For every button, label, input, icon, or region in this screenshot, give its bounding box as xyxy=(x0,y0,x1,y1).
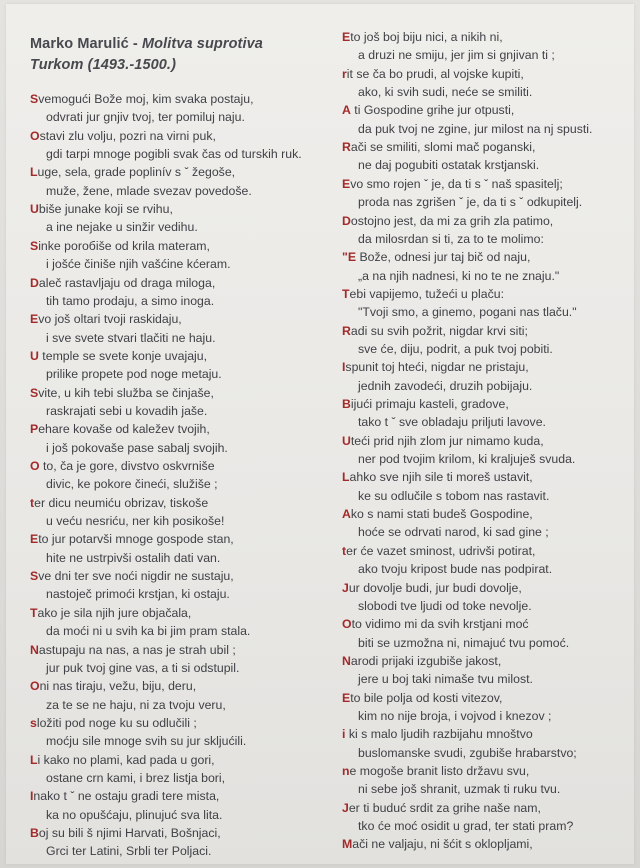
verse-initial: T xyxy=(30,605,38,620)
verse-line xyxy=(30,641,236,659)
verse-line xyxy=(30,751,215,769)
verse-initial: O xyxy=(342,617,352,632)
verse-line xyxy=(342,413,546,431)
verse-text: da milosrdan si ti, za to te molimo: xyxy=(358,231,544,246)
verse-line xyxy=(30,218,198,236)
verse-text: nako t ˇ ne ostaju gradi tere mista, xyxy=(33,789,220,804)
verse-initial: E xyxy=(342,690,351,705)
verse-text: ostojno jest, da mi za grih zla patimo, xyxy=(350,213,554,228)
verse-line xyxy=(342,707,551,725)
verse-text: inke poroбiše od krila materam, xyxy=(38,238,210,253)
verse-initial: J xyxy=(342,580,349,595)
verse-text: "Tvoji smo, a ginemo, pogani nas tlaču." xyxy=(358,305,577,320)
verse-initial: L xyxy=(30,752,38,767)
verse-text: e mogoše branit listo državu svu, xyxy=(349,764,530,778)
verse-line xyxy=(342,432,544,450)
verse-line xyxy=(30,787,219,805)
verse-text: Bože, odnesi jur taj bič od naju, xyxy=(356,250,531,265)
verse-text: i kako no plami, kad pada u gori, xyxy=(37,752,215,767)
verse-line xyxy=(342,303,577,321)
verse-line xyxy=(342,762,529,780)
verse-initial: B xyxy=(30,826,39,840)
verse-text: ur dovolje budi, jur budi dovolje, xyxy=(348,580,522,595)
verse-line xyxy=(342,652,501,670)
verse-text: jere u boj taki nimaše tvu milost. xyxy=(358,672,533,687)
verse-line xyxy=(30,384,214,402)
verse-line xyxy=(342,634,569,652)
verse-text: astupaju na nas, a nas je strah ubil ; xyxy=(38,642,236,657)
verse-line xyxy=(30,347,207,365)
verse-line xyxy=(30,475,218,493)
verse-line xyxy=(30,145,302,163)
verse-line xyxy=(342,505,533,523)
verse-line xyxy=(30,237,210,255)
verse-line xyxy=(30,457,215,475)
verse-text: a ine nejake u sinžir vedihu. xyxy=(46,220,198,235)
verse-line xyxy=(30,420,210,438)
verse-line xyxy=(30,402,207,420)
verse-line xyxy=(30,365,222,383)
verse-line xyxy=(342,101,514,119)
verse-initial: U xyxy=(342,433,351,448)
verse-initial: r xyxy=(342,66,347,81)
verse-line xyxy=(342,799,541,817)
verse-text: vemogući Bože moj, kim svaka postaju, xyxy=(38,92,254,106)
verse-line xyxy=(342,487,549,505)
verse-line xyxy=(342,597,532,615)
verse-line xyxy=(30,530,234,548)
verse-text: ehare kovaše od kaležev tvojih, xyxy=(38,422,210,437)
verse-text: odvrati jur gnjiv tvoj, ter pomiluj naju. xyxy=(46,110,245,125)
verse-line xyxy=(342,468,533,486)
verse-text: ači ne valjaju, ni šćit s oklopljami, xyxy=(352,837,533,852)
verse-text: ostane crn kami, i brez listja bori, xyxy=(46,770,226,785)
verse-line xyxy=(30,255,231,273)
verse-text: oj su bili š njimi Harvati, Bošnjaci, xyxy=(38,826,221,840)
verse-text: i još pokovaše pase sabalj svojih. xyxy=(46,440,228,455)
verse-text: teći prid njih zlom jur nimamo kuda, xyxy=(350,433,544,448)
verse-text: to bile polja od kosti vitezov, xyxy=(350,690,503,705)
verse-text: ni nas tiraju, vežu, biju, deru, xyxy=(39,679,197,694)
verse-text: prilike propete pod noge metaju. xyxy=(46,367,222,382)
verse-line xyxy=(342,377,532,395)
verse-text: ako, ki svih sudi, neće se smiliti. xyxy=(358,85,533,100)
verse-initial: N xyxy=(30,642,39,657)
title-line-2: Turkom (1493.-1500.) xyxy=(30,57,176,73)
verse-initial: O xyxy=(30,679,40,694)
verse-line xyxy=(342,670,533,688)
verse-text: proda nas zgrišen ˇ je, da ti s ˇ odkupitelj. xyxy=(358,195,583,210)
verse-text: a druzi ne smiju, jer jim si gnjivan ti ; xyxy=(358,48,555,63)
verse-text: kim no nije broja, i vojvod i knezov ; xyxy=(358,708,552,723)
verse-line xyxy=(30,329,216,347)
verse-initial: S xyxy=(30,385,39,400)
verse-text: gdi tarpi mnoge pogibli svak čas od turskih ruk. xyxy=(46,147,302,162)
verse-initial: E xyxy=(30,532,39,547)
verse-text: biše junake koji se rvihu, xyxy=(38,202,173,217)
verse-text: ači se smiliti, slomi mač poganski, xyxy=(350,140,536,155)
verse-initial: T xyxy=(342,286,350,301)
verse-initial: B xyxy=(342,397,351,411)
verse-line xyxy=(30,274,215,292)
verse-text: er će vazet sminost, udrivši potirat, xyxy=(346,543,536,558)
poem-title xyxy=(30,34,330,76)
verse-line xyxy=(342,725,533,743)
verse-initial: U xyxy=(30,202,39,217)
verse-line xyxy=(342,193,582,211)
verse-line xyxy=(30,659,239,677)
verse-line xyxy=(342,248,530,266)
verse-text: ahko sve njih sile ti moreš ustavit, xyxy=(349,470,533,485)
verse-line xyxy=(342,542,535,560)
verse-text: raskrajati sebi u kovadih jaše. xyxy=(46,403,208,418)
verse-initial: L xyxy=(30,165,38,180)
verse-line xyxy=(30,732,246,750)
verse-line xyxy=(30,90,254,108)
verse-text: ebi vapijemo, tužeći u plaču: xyxy=(349,286,504,301)
verse-initial: M xyxy=(342,837,353,852)
verse-initial: I xyxy=(342,360,346,375)
verse-line xyxy=(30,439,228,457)
verse-initial: O xyxy=(30,128,40,143)
verse-line xyxy=(30,824,221,842)
verse-text: er dicu neumiću obrizav, tiskoše xyxy=(34,495,209,510)
verse-text: „a na njih nadnesi, ki no te ne znaju." xyxy=(358,268,560,283)
verse-line xyxy=(342,46,555,64)
verse-line xyxy=(30,310,182,328)
verse-initial: L xyxy=(342,470,350,485)
verse-text: to, ča je gore, divstvo oskvrniše xyxy=(39,459,215,473)
verse-line xyxy=(342,579,522,597)
verse-text: adi su svih požrit, nigdar krvi siti; xyxy=(350,323,528,338)
verse-initial: S xyxy=(30,92,39,106)
verse-initial: t xyxy=(30,495,35,510)
verse-text: nastoječ primoći krstjan, ki ostaju. xyxy=(46,587,230,602)
verse-text: aleč rastavljaju od draga miloga, xyxy=(38,275,216,290)
verse-initial: U xyxy=(30,348,39,363)
verse-text: u veću nesriću, ner kih posikoše! xyxy=(46,514,225,529)
verse-text: hoće se odrvati narod, ki sad gine ; xyxy=(358,525,549,540)
verse-line xyxy=(342,65,524,83)
verse-initial: E xyxy=(342,30,351,44)
verse-line xyxy=(342,744,577,762)
verse-line xyxy=(30,677,196,695)
verse-text: tko će moć osidit u grad, ter stati pram? xyxy=(358,819,574,834)
verse-text: da puk tvoj ne zgine, jur milost na nj spusti. xyxy=(358,121,593,136)
verse-initial: E xyxy=(342,176,351,191)
verse-line xyxy=(30,494,208,512)
verse-text: ve dni ter sve noći nigdir ne sustaju, xyxy=(38,569,234,584)
verse-text: sve će, diju, podrit, a puk tvoj pobiti. xyxy=(358,341,553,356)
title-author: Marko Marulić - xyxy=(30,36,142,52)
verse-initial: P xyxy=(30,422,39,437)
verse-text: vo smo rojen ˇ je, da ti s ˇ naš spasitelj; xyxy=(350,176,563,191)
verse-text: hite ne ustrpivši ostalih dati van. xyxy=(46,550,221,565)
verse-initial: i xyxy=(342,727,346,742)
verse-text: ložiti pod noge ku su odlučili ; xyxy=(36,715,197,730)
verse-text: ko s nami stati budeš Gospodine, xyxy=(350,507,533,522)
verse-text: spunit toj hteći, nigdar ne pristaju, xyxy=(345,360,529,375)
verse-text: divic, ke pokore čineći, služiše ; xyxy=(46,477,218,492)
verse-text: ako tvoju kripost bude nas podpirat. xyxy=(358,562,553,577)
verse-line xyxy=(342,523,549,541)
verse-initial: E xyxy=(30,312,39,327)
verse-text: da moći ni u svih ka bi jim pram stala. xyxy=(46,624,251,639)
verse-text: moćju sile mnoge svih su jur skljućili. xyxy=(46,734,247,749)
title-work: Molitva suprotiva xyxy=(142,36,263,52)
verse-text: ner pod tvojim krilom, ki kraljuješ svuda. xyxy=(358,452,576,467)
verse-text: Grci ter Latini, Srbli ter Poljaci. xyxy=(46,844,212,859)
verse-text: biti se uzmožna ni, nimajuć tvu pomoć. xyxy=(358,635,570,650)
verse-initial: D xyxy=(342,213,351,228)
verse-text: ni sebe još shranit, uzmak ti ruku tvu. xyxy=(358,782,561,797)
verse-line xyxy=(342,450,575,468)
verse-line xyxy=(342,175,563,193)
verse-text: ke su odlučile s tobom nas rastavit. xyxy=(358,488,550,503)
verse-initial: s xyxy=(30,715,37,730)
verse-line xyxy=(342,835,533,853)
verse-initial: S xyxy=(30,569,39,584)
verse-initial: D xyxy=(30,275,39,290)
verse-initial: "E xyxy=(342,250,357,265)
verse-line xyxy=(342,560,552,578)
verse-text: i sve svete stvari tlačiti ne haju. xyxy=(46,330,216,345)
verse-line xyxy=(30,696,226,714)
verse-line xyxy=(342,340,553,358)
verse-line xyxy=(342,285,504,303)
verse-line xyxy=(342,780,560,798)
verse-text: za te se ne haju, ni za tvoju veru, xyxy=(46,697,226,712)
verse-text: uge, sela, grade poplinív s ˇ žegoše, xyxy=(37,165,236,180)
verse-line xyxy=(30,182,252,200)
verse-line xyxy=(342,156,539,174)
verse-initial: S xyxy=(30,238,39,253)
verse-text: i jošće činiše njih vašćine kćeram. xyxy=(46,257,231,272)
verse-initial: n xyxy=(342,764,350,778)
verse-text: temple se svete konje uvajaju, xyxy=(38,348,208,363)
verse-line xyxy=(342,395,509,413)
verse-initial: I xyxy=(30,789,34,804)
verse-line xyxy=(30,806,222,824)
verse-text: vite, u kih tebi služba se činjaše, xyxy=(38,385,214,400)
verse-line xyxy=(342,230,544,248)
verse-initial: R xyxy=(342,323,351,338)
verse-text: tako t ˇ sve obladaju priljuti lavove. xyxy=(358,415,546,430)
verse-text: muže, žene, mlade svezav povedoše. xyxy=(46,183,252,198)
verse-text: to vidimo mi da svih krstjani moć xyxy=(351,617,529,632)
verse-text: jednih zavodeći, druzih pobijaju. xyxy=(358,378,533,393)
verse-initial: A xyxy=(342,103,351,118)
verse-text: slobodi tve ljudi od toke nevolje. xyxy=(358,598,532,613)
verse-line xyxy=(30,200,173,218)
verse-text: ki s malo ljudih razbijahu mnoštvo xyxy=(345,727,533,742)
verse-line xyxy=(342,120,592,138)
verse-initial: N xyxy=(342,653,351,668)
verse-text: stavi zlu volju, pozri na virni puk, xyxy=(39,128,216,143)
verse-text: ti Gospodine grihe jur otpusti, xyxy=(350,103,515,118)
verse-line xyxy=(30,292,214,310)
verse-text: jur puk tvoj gine vas, a ti si odstupil. xyxy=(46,660,240,675)
verse-text: buslomanske svudi, zgubiše hrabarstvo; xyxy=(358,745,577,760)
verse-line xyxy=(342,615,529,633)
verse-line xyxy=(342,322,528,340)
verse-text: ako je sila njih jure objačala, xyxy=(37,605,192,620)
verse-line xyxy=(30,622,250,640)
verse-initial: J xyxy=(342,800,349,815)
verse-line xyxy=(30,714,197,732)
verse-line xyxy=(30,512,224,530)
verse-text: ne daj pogubiti ostatak krstjanski. xyxy=(358,158,540,173)
verse-text: tih tamo prodaju, a simo inoga. xyxy=(46,293,215,308)
verse-text: vo još oltari tvoji raskidaju, xyxy=(38,312,182,327)
verse-text: to jur potarvši mnoge gospode stan, xyxy=(38,532,234,547)
verse-line xyxy=(342,689,502,707)
verse-initial: t xyxy=(342,543,347,558)
poem-sheet xyxy=(6,4,634,864)
verse-line xyxy=(30,127,216,145)
verse-line xyxy=(30,567,234,585)
verse-line xyxy=(342,83,532,101)
verse-line xyxy=(30,842,211,860)
verse-text: to još boj biju nici, a nikih ni, xyxy=(350,30,503,44)
verse-line xyxy=(342,28,503,46)
verse-line xyxy=(30,549,220,567)
verse-text: ka no opušćaju, plinujuć sva lita. xyxy=(46,807,223,822)
verse-line xyxy=(30,585,230,603)
verse-line xyxy=(30,163,235,181)
verse-text: er ti buduć srdit za grihe naše nam, xyxy=(348,800,541,815)
verse-initial: O xyxy=(30,459,40,473)
verse-line xyxy=(30,108,245,126)
verse-line xyxy=(342,358,529,376)
verse-line xyxy=(342,267,559,285)
verse-line xyxy=(30,604,191,622)
verse-line xyxy=(30,769,225,787)
verse-line xyxy=(342,817,573,835)
verse-text: it se ča bo prudi, al vojske kupiti, xyxy=(346,66,524,81)
verse-text: arodi prijaki izgubiše jakost, xyxy=(350,653,502,668)
verse-line xyxy=(342,138,535,156)
verse-text: ijući primaju kasteli, gradove, xyxy=(350,397,509,411)
verse-initial: R xyxy=(342,140,351,155)
verse-initial: A xyxy=(342,507,351,522)
verse-line xyxy=(342,212,553,230)
